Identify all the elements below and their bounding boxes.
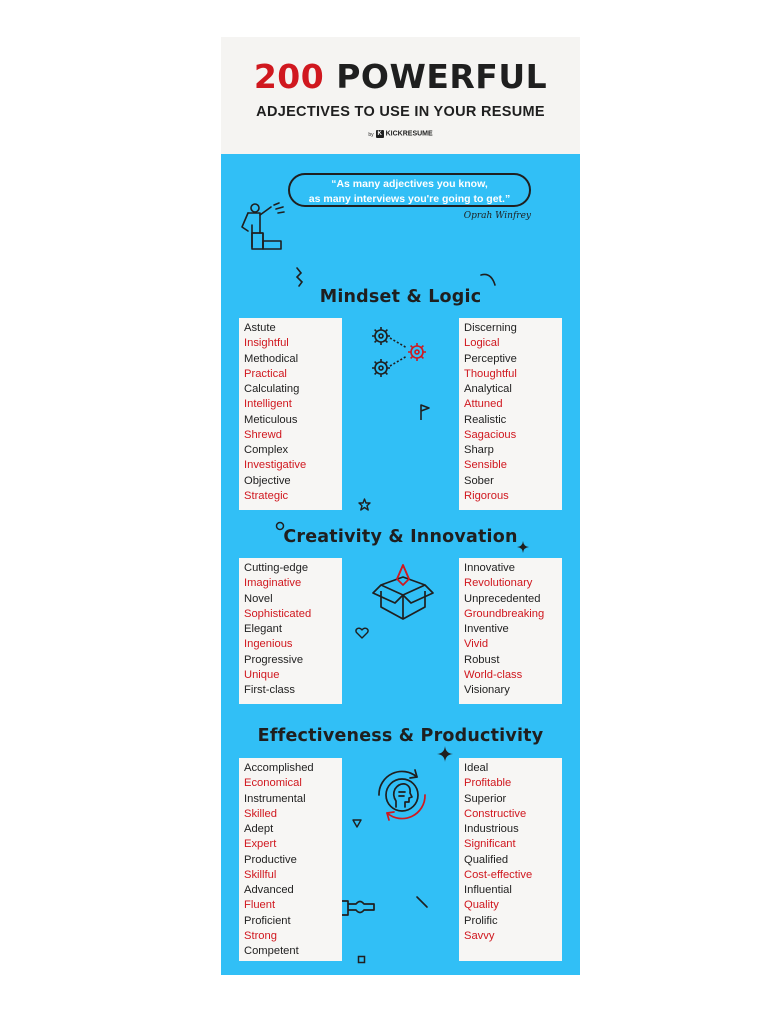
adjective-item: Methodical xyxy=(244,352,299,365)
star-icon xyxy=(358,498,371,511)
wrench-icon xyxy=(342,895,376,921)
adjective-item: Sensible xyxy=(464,459,507,472)
brand-name: KICKRESUME xyxy=(385,130,433,138)
word-card-effectiveness-left xyxy=(239,758,342,961)
word-card-mindset-left xyxy=(239,318,342,510)
adjective-item: Fluent xyxy=(244,899,276,912)
title-number: 200 xyxy=(253,57,325,96)
adjective-item: Sharp xyxy=(464,444,494,456)
header xyxy=(221,37,580,154)
adjective-item: Realistic xyxy=(464,413,507,426)
brand-logo xyxy=(221,130,580,138)
flag-icon xyxy=(419,403,431,421)
infographic-poster xyxy=(221,37,580,975)
brand-by: by xyxy=(368,131,374,138)
page-title xyxy=(221,57,580,96)
triangle-icon xyxy=(352,818,362,828)
adjective-item: Elegant xyxy=(244,623,282,635)
adjective-item: Significant xyxy=(464,838,516,851)
adjective-item: Discerning xyxy=(464,322,517,334)
adjective-item: Prolific xyxy=(464,914,498,927)
adjective-item: Profitable xyxy=(464,777,512,790)
adjective-item: Sagacious xyxy=(464,428,517,441)
adjective-item: Skillful xyxy=(244,868,277,881)
adjective-item: Competent xyxy=(244,945,299,957)
adjective-item: Calculating xyxy=(244,383,300,395)
adjective-item: Imaginative xyxy=(244,577,302,590)
head-cycle-icon xyxy=(371,765,433,825)
person-on-steps-icon xyxy=(239,203,289,253)
adjective-item: Sober xyxy=(464,474,494,487)
squiggle-icon xyxy=(295,267,309,287)
quote-line-2: as many interviews you're going to get.” xyxy=(308,193,511,205)
adjective-item: Savvy xyxy=(464,929,495,942)
adjective-item: Unprecedented xyxy=(464,592,541,605)
adjective-item: Adept xyxy=(244,823,274,835)
adjective-item: Thoughtful xyxy=(464,367,517,380)
sparkle-icon xyxy=(437,746,453,762)
adjective-item: Industrious xyxy=(464,823,519,835)
adjective-item: Strong xyxy=(244,929,277,942)
word-card-creativity-left xyxy=(239,558,342,704)
adjective-item: Constructive xyxy=(464,807,527,820)
adjective-item: Quality xyxy=(464,899,499,912)
adjective-item: Qualified xyxy=(464,853,509,866)
adjective-item: Intelligent xyxy=(244,398,292,411)
adjective-item: Innovative xyxy=(464,562,515,574)
page-subtitle: ADJECTIVES TO USE IN YOUR RESUME xyxy=(256,104,545,120)
adjective-item: Advanced xyxy=(244,884,294,896)
quote-bubble xyxy=(288,173,531,207)
adjective-item: Rigorous xyxy=(464,489,509,502)
rocket-box-icon xyxy=(371,561,435,623)
adjective-item: Groundbreaking xyxy=(464,607,545,620)
adjective-item: Skilled xyxy=(244,807,277,820)
word-card-effectiveness-right xyxy=(459,758,562,961)
section-title-mindset-logic: Mindset & Logic xyxy=(319,287,482,307)
title-rest: POWERFUL xyxy=(336,57,548,96)
adjective-item: Investigative xyxy=(244,459,307,472)
adjective-item: Astute xyxy=(244,322,276,334)
adjective-item: Analytical xyxy=(464,383,512,395)
adjective-item: Cost-effective xyxy=(464,868,533,881)
adjective-item: Revolutionary xyxy=(464,577,533,590)
heart-icon xyxy=(355,627,369,639)
adjective-item: Meticulous xyxy=(244,413,298,426)
slash-icon xyxy=(415,895,429,909)
adjective-item: Insightful xyxy=(244,337,289,350)
adjective-item: First-class xyxy=(244,684,295,696)
section-title-effectiveness-productivity: Effectiveness & Productivity xyxy=(257,726,544,746)
adjective-item: Superior xyxy=(464,792,507,805)
quote-line-1: “As many adjectives you know, xyxy=(331,178,488,190)
adjective-item: Objective xyxy=(244,474,291,487)
word-card-creativity-right xyxy=(459,558,562,704)
adjective-item: Strategic xyxy=(244,489,289,502)
adjective-item: Influential xyxy=(464,884,512,896)
adjective-item: Robust xyxy=(464,653,500,666)
adjective-item: Proficient xyxy=(244,914,291,927)
adjective-item: Economical xyxy=(244,777,302,790)
small-square-icon xyxy=(357,955,367,965)
adjective-item: Cutting-edge xyxy=(244,562,309,574)
adjective-item: Unique xyxy=(244,668,280,681)
quote-author: Oprah Winfrey xyxy=(463,211,531,221)
kickresume-logo-icon: K xyxy=(377,131,382,137)
adjective-item: World-class xyxy=(464,668,523,681)
adjective-item: Practical xyxy=(244,367,287,380)
adjective-item: Accomplished xyxy=(244,762,314,774)
adjective-item: Progressive xyxy=(244,653,304,666)
adjective-item: Shrewd xyxy=(244,428,282,441)
adjective-item: Inventive xyxy=(464,623,509,635)
sparkle-icon xyxy=(517,541,529,553)
adjective-item: Logical xyxy=(464,337,500,350)
adjective-item: Expert xyxy=(244,838,277,851)
adjective-item: Novel xyxy=(244,592,273,605)
adjective-item: Vivid xyxy=(464,638,489,651)
adjective-item: Ideal xyxy=(464,762,489,774)
adjective-item: Productive xyxy=(244,853,297,866)
arc-doodle-icon xyxy=(479,272,497,288)
adjective-item: Ingenious xyxy=(244,638,293,651)
adjective-item: Instrumental xyxy=(244,792,306,805)
adjective-item: Perceptive xyxy=(464,352,517,365)
word-card-mindset-right xyxy=(459,318,562,510)
adjective-item: Attuned xyxy=(464,398,503,411)
gears-icon xyxy=(369,324,433,382)
adjective-item: Sophisticated xyxy=(244,607,312,620)
section-title-creativity-innovation: Creativity & Innovation xyxy=(283,527,518,547)
adjective-item: Complex xyxy=(244,444,289,456)
adjective-item: Visionary xyxy=(464,684,510,696)
